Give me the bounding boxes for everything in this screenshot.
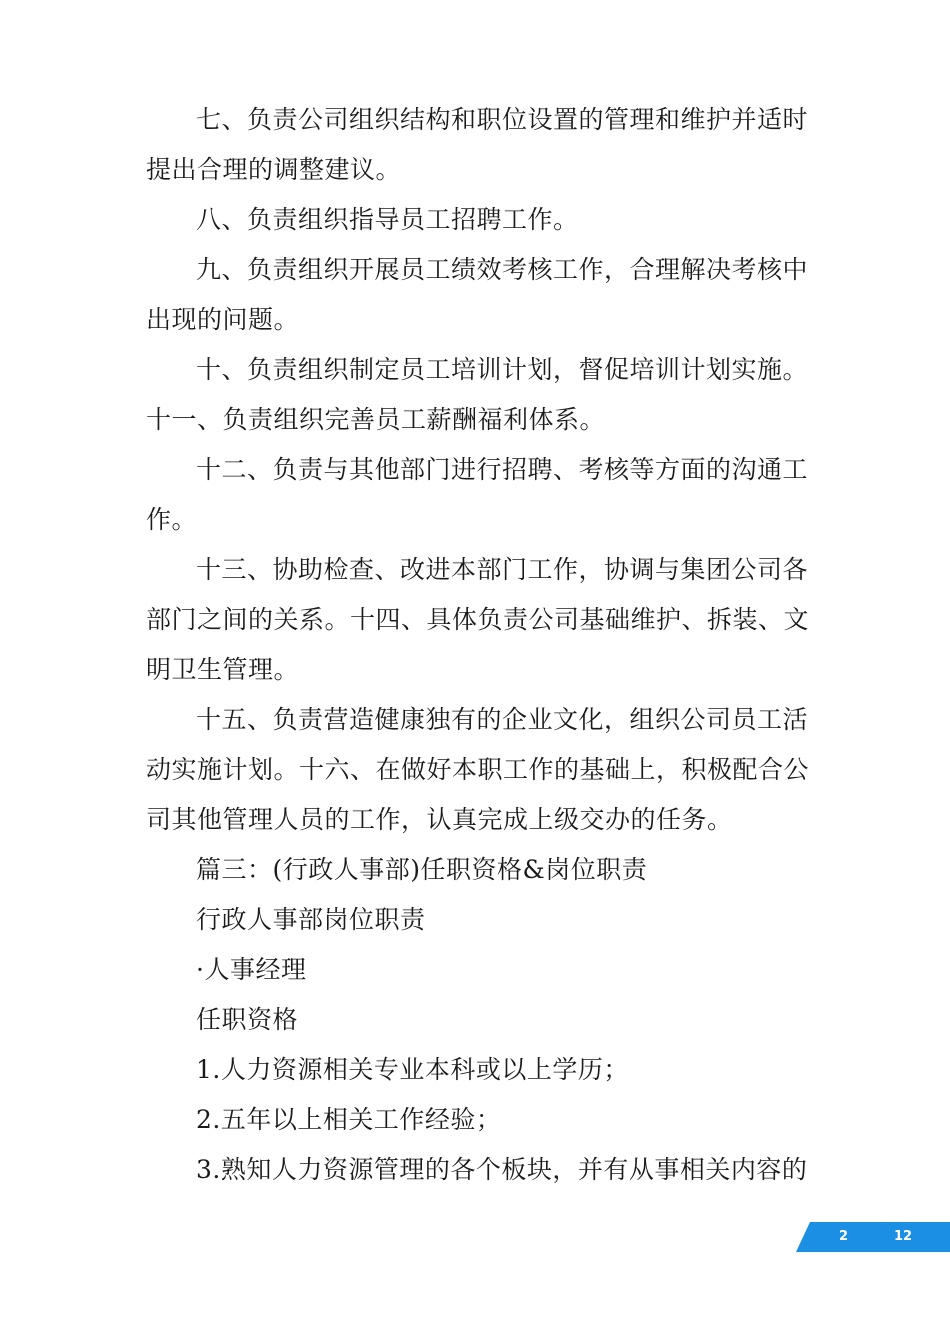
- paragraph-7: 十三、协助检查、改进本部门工作，协调与集团公司各部门之间的关系。十四、具体负责公司基础维护、拆装、文明卫生管理。: [146, 555, 810, 684]
- qualification-item-3: 3.熟知人力资源管理的各个板块，并有从事相关内容的: [196, 1155, 808, 1184]
- paragraph-8: 十五、负责营造健康独有的企业文化，组织公司员工活动实施计划。十六、在做好本职工作的基础上，积极配合公司其他管理人员的工作，认真完成上级交办的任务。: [146, 705, 810, 834]
- role-title: ·人事经理: [196, 955, 307, 984]
- subsection-title: 行政人事部岗位职责: [196, 905, 426, 934]
- total-pages-number: 12: [894, 1229, 913, 1244]
- section-heading: 篇三：(行政人事部)任职资格&岗位职责: [196, 855, 648, 884]
- qualification-heading: 任职资格: [196, 1005, 299, 1034]
- badge-shape: [796, 1222, 950, 1252]
- page-number-badge: [796, 1222, 950, 1252]
- paragraph-5: 十一、负责组织完善员工薪酬福利体系。: [146, 405, 606, 434]
- paragraph-1: 七、负责公司组织结构和职位设置的管理和维护并适时提出合理的调整建议。: [146, 105, 809, 184]
- document-body: [146, 95, 816, 1195]
- paragraph-3: 九、负责组织开展员工绩效考核工作，合理解决考核中出现的问题。: [146, 255, 809, 334]
- qualification-item-1: 1.人力资源相关专业本科或以上学历；: [196, 1055, 629, 1084]
- paragraph-4: 十、负责组织制定员工培训计划，督促培训计划实施。: [196, 355, 809, 384]
- paragraph-2: 八、负责组织指导员工招聘工作。: [196, 205, 579, 234]
- paragraph-6: 十二、负责与其他部门进行招聘、考核等方面的沟通工作。: [146, 455, 809, 534]
- qualification-item-2: 2.五年以上相关工作经验；: [196, 1105, 502, 1134]
- current-page-number: 2: [839, 1229, 849, 1244]
